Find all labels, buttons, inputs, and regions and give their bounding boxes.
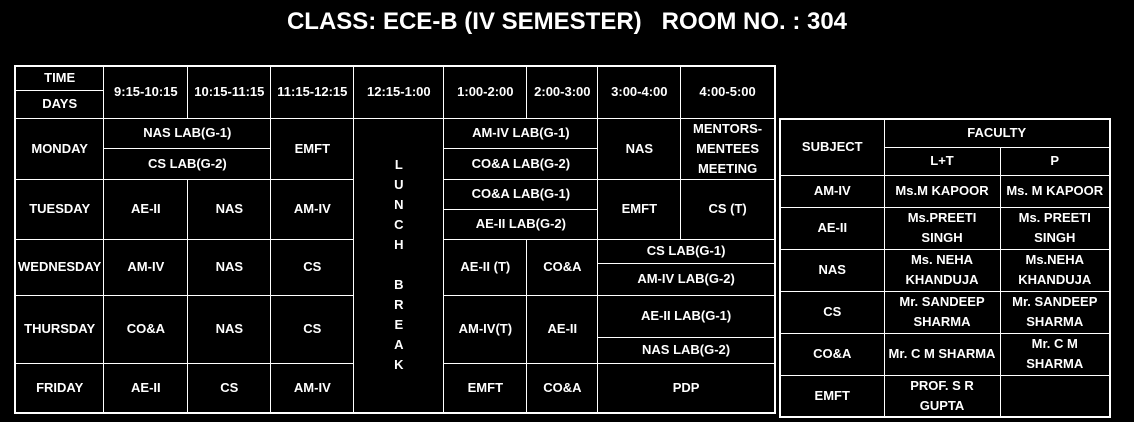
timetable-cell: AM-IV (271, 179, 354, 239)
days-label: DAYS (15, 90, 104, 118)
timetable-cell: MENTORS-MENTEES MEETING (681, 118, 775, 179)
lunch-letter: U (394, 177, 404, 193)
faculty-subject: CS (780, 291, 884, 333)
time-label: TIME (15, 66, 104, 90)
timetable-cell: CS (T) (681, 179, 775, 239)
lunch-letter: K (394, 357, 404, 373)
p-header: P (1000, 147, 1110, 175)
timetable-cell: AM-IV (104, 239, 188, 295)
lunch-letter: B (394, 277, 404, 293)
day-wednesday: WEDNESDAY (15, 239, 104, 295)
faculty-lt: PROF. S R GUPTA (884, 375, 1000, 417)
timetable-cell: AM-IV(T) (444, 295, 527, 363)
lunch-letter: L (394, 157, 403, 173)
lunch-break (354, 118, 444, 413)
faculty-lt: Ms.PREETI SINGH (884, 207, 1000, 249)
timetable-cell: AM-IV LAB(G-2) (598, 263, 775, 295)
slot-header: 3:00-4:00 (598, 66, 681, 118)
faculty-lt: Mr. SANDEEP SHARMA (884, 291, 1000, 333)
timetable-cell: NAS LAB(G-1) (104, 118, 271, 149)
faculty-header: FACULTY (884, 119, 1110, 147)
lunch-letter (356, 255, 441, 275)
lunch-letter: R (394, 297, 404, 313)
subject-header: SUBJECT (780, 119, 884, 175)
timetable-cell: CO&A (104, 295, 188, 363)
faculty-subject: CO&A (780, 333, 884, 375)
timetable-cell: CO&A LAB(G-2) (444, 149, 598, 180)
timetable-cell: AE-II (527, 295, 598, 363)
timetable-cell: CS LAB(G-2) (104, 149, 271, 180)
faculty-lt: Ms. NEHA KHANDUJA (884, 249, 1000, 291)
timetable-cell: CS (188, 363, 271, 413)
timetable-cell: AE-II (104, 179, 188, 239)
timetable-cell: NAS (188, 239, 271, 295)
timetable-cell: NAS LAB(G-2) (598, 337, 775, 363)
timetable-cell: AE-II LAB(G-2) (444, 209, 598, 239)
timetable-cell: NAS (188, 295, 271, 363)
lunch-letter: A (394, 337, 404, 353)
slot-header: 10:15-11:15 (188, 66, 271, 118)
faculty-table (779, 118, 1111, 418)
faculty-lt: Ms.M KAPOOR (884, 175, 1000, 207)
timetable-cell: CO&A LAB(G-1) (444, 179, 598, 209)
faculty-lt: Mr. C M SHARMA (884, 333, 1000, 375)
slot-header: 9:15-10:15 (104, 66, 188, 118)
lunch-letter: N (394, 197, 404, 213)
faculty-subject: AM-IV (780, 175, 884, 207)
timetable-cell: EMFT (444, 363, 527, 413)
lunch-letter: E (394, 317, 404, 333)
timetable-cell: AE-II (104, 363, 188, 413)
faculty-subject: EMFT (780, 375, 884, 417)
faculty-p: Ms. PREETI SINGH (1000, 207, 1110, 249)
faculty-subject: NAS (780, 249, 884, 291)
timetable-cell: NAS (188, 179, 271, 239)
slot-header: 12:15-1:00 (354, 66, 444, 118)
faculty-p: Ms. M KAPOOR (1000, 175, 1110, 207)
timetable-cell: AM-IV (271, 363, 354, 413)
faculty-p: Mr. C M SHARMA (1000, 333, 1110, 375)
faculty-p (1000, 375, 1110, 417)
timetable (14, 65, 776, 414)
slot-header: 1:00-2:00 (444, 66, 527, 118)
page-title: CLASS: ECE-B (IV SEMESTER) ROOM NO. : 304 (286, 8, 848, 35)
day-tuesday: TUESDAY (15, 179, 104, 239)
day-monday: MONDAY (15, 118, 104, 179)
lunch-letter: C (394, 217, 404, 233)
day-thursday: THURSDAY (15, 295, 104, 363)
slot-header: 2:00-3:00 (527, 66, 598, 118)
faculty-p: Ms.NEHA KHANDUJA (1000, 249, 1110, 291)
slot-header: 11:15-12:15 (271, 66, 354, 118)
timetable-cell: AE-II LAB(G-1) (598, 295, 775, 337)
timetable-cell: PDP (598, 363, 775, 413)
timetable-cell: EMFT (271, 118, 354, 179)
timetable-cell: CS (271, 239, 354, 295)
timetable-cell: AE-II (T) (444, 239, 527, 295)
day-friday: FRIDAY (15, 363, 104, 413)
slot-header: 4:00-5:00 (681, 66, 775, 118)
timetable-cell: CS LAB(G-1) (598, 239, 775, 263)
timetable-cell: NAS (598, 118, 681, 179)
timetable-cell: CO&A (527, 239, 598, 295)
timetable-cell: AM-IV LAB(G-1) (444, 118, 598, 149)
lunch-letter: H (394, 237, 404, 253)
lt-header: L+T (884, 147, 1000, 175)
faculty-subject: AE-II (780, 207, 884, 249)
timetable-cell: CO&A (527, 363, 598, 413)
timetable-cell: CS (271, 295, 354, 363)
faculty-p: Mr. SANDEEP SHARMA (1000, 291, 1110, 333)
timetable-cell: EMFT (598, 179, 681, 239)
